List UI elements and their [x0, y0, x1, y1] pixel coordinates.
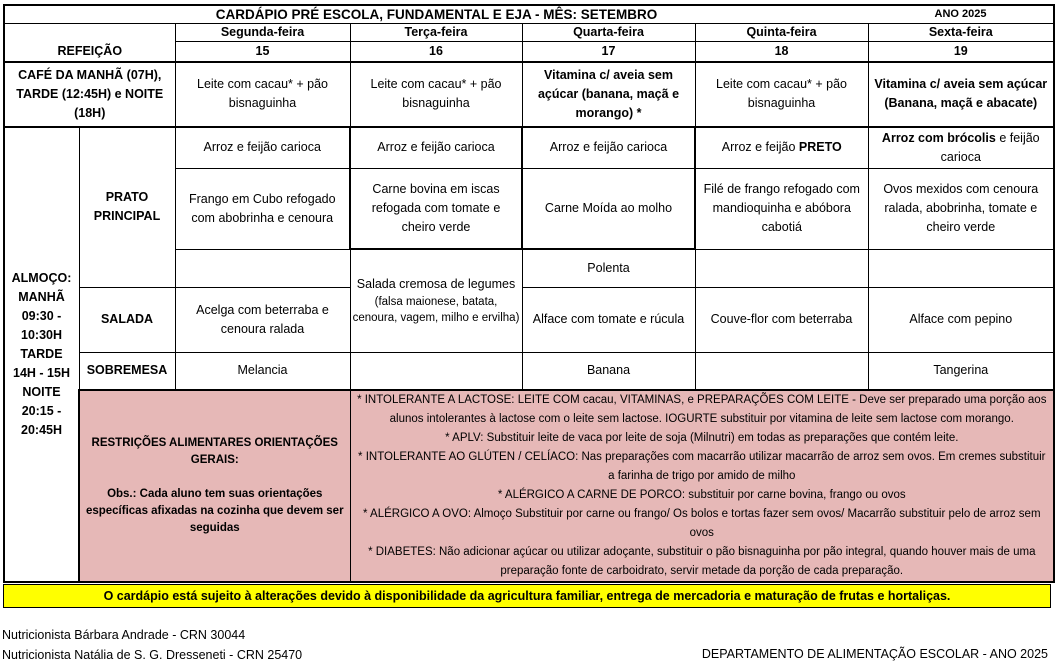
almoco-line: 20:15 - [21, 403, 62, 418]
salada-cremosa-title: Salada cremosa de legumes [356, 277, 516, 292]
menu-title: CARDÁPIO PRÉ ESCOLA, FUNDAMENTAL E EJA - MÊS: SETEMBRO [4, 5, 868, 24]
day-name-fri: Sexta-feira [868, 24, 1054, 42]
arroz-mon: Arroz e feijão carioca [175, 127, 350, 169]
cafe-label: CAFÉ DA MANHÃ (07H), TARDE (12:45H) e NOITE (18H) [4, 62, 175, 127]
restricoes-content [350, 390, 1054, 582]
arroz-fri-text: e feijão carioca [940, 130, 1040, 164]
day-name-wed: Quarta-feira [522, 24, 695, 42]
notice-banner: O cardápio está sujeito à alterações devido à disponibilidade da agricultura familiar, entrega de mercadoria e maturação de frutas e hortaliças. [3, 584, 1051, 608]
cafe-fri: Vitamina c/ aveia sem açúcar (Banana, maçã e abacate) [868, 62, 1054, 127]
day-date-thu: 18 [695, 42, 868, 62]
cafe-wed: Vitamina c/ aveia sem açúcar (banana, maçã e morango) * [522, 62, 695, 127]
restricoes-label [79, 390, 350, 582]
salada-wed: Alface com tomate e rúcula [522, 287, 695, 352]
almoco-line: 20:45H [21, 422, 62, 437]
almoco-line: MANHÃ [18, 289, 65, 304]
arroz-thu-bold: PRETO [798, 140, 842, 154]
cafe-thu: Leite com cacau* + pão bisnaguinha [695, 62, 868, 127]
prato-wed: Carne Moída ao molho [522, 168, 695, 249]
almoco-line: 09:30 - [21, 308, 62, 323]
menu-year: ANO 2025 [868, 5, 1054, 24]
extra-thu [695, 249, 868, 287]
corner-blank [4, 24, 175, 42]
restricao-item: * INTOLERANTE A LACTOSE: LEITE COM cacau, VITAMINAS, e PREPARAÇÕES COM LEITE - Deve ser preparado uma porção aos alunos intolerantes à lactose com o leite sem lactose. IOGURTE substituir por vitamina de leite sem lactose com morango. [357, 394, 1047, 425]
day-name-tue: Terça-feira [350, 24, 522, 42]
restricoes-spacer [84, 469, 346, 486]
extra-fri [868, 249, 1054, 287]
restricao-item: * ALÉRGICO A CARNE DE PORCO: substituir por carne bovina, frango ou ovos [497, 489, 906, 501]
arroz-thu-text: Arroz e feijão [721, 140, 799, 154]
salada-mon: Acelga com beterraba e cenoura ralada [175, 287, 350, 352]
sobremesa-label: SOBREMESA [79, 352, 175, 390]
prato-mon: Frango em Cubo refogado com abobrinha e cenoura [175, 168, 350, 249]
refeicao-label: REFEIÇÃO [4, 42, 175, 62]
restricao-item: * APLV: Substituir leite de vaca por leite de soja (Milnutri) em todas as preparações que contém leite. [445, 432, 959, 444]
sobremesa-tue [350, 352, 522, 390]
restricao-item: * DIABETES: Não adicionar açúcar ou utilizar adoçante, substituir o pão bisnaguinha por pão integral, quando houver mais de uma preparação fonte de carboidrato, servir metade da porção de cada preparação. [368, 546, 1036, 577]
restricao-item: * ALÉRGICO A OVO: Almoço Substituir por carne ou frango/ Os bolos e tortas fazer sem ovos/ Macarrão substituir pelo de arroz sem ovos [363, 508, 1041, 539]
arroz-thu [695, 127, 868, 169]
arroz-fri-bold: Arroz com brócolis [881, 130, 996, 145]
sobremesa-mon: Melancia [175, 352, 350, 390]
restricao-item: * INTOLERANTE AO GLÚTEN / CELÍACO: Nas preparações com macarrão utilizar macarrão de arroz sem ovos. Em cremes substituir a farinha de trigo por amido de milho [358, 451, 1046, 482]
day-name-thu: Quinta-feira [695, 24, 868, 42]
sobremesa-thu [695, 352, 868, 390]
prato-fri: Ovos mexidos com cenoura ralada, abobrinha, tomate e cheiro verde [868, 168, 1054, 249]
salada-thu: Couve-flor com beterraba [695, 287, 868, 352]
day-date-mon: 15 [175, 42, 350, 62]
restricoes-obs: Obs.: Cada aluno tem suas orientações específicas afixadas na cozinha que devem ser seguidas [85, 488, 344, 534]
almoco-line: NOITE [22, 384, 61, 399]
cafe-tue: Leite com cacau* + pão bisnaguinha [350, 62, 522, 127]
cafe-mon: Leite com cacau* + pão bisnaguinha [175, 62, 350, 127]
menu-table [3, 4, 1055, 583]
nutritionist-2: Nutricionista Natália de S. G. Dresseneti - CRN 25470 [2, 648, 303, 662]
department-label: DEPARTAMENTO DE ALIMENTAÇÃO ESCOLAR - ANO 2025 [701, 647, 1048, 661]
almoco-label [4, 127, 79, 583]
almoco-line: ALMOÇO: [11, 270, 72, 285]
extra-tue [350, 249, 522, 352]
extra-wed: Polenta [522, 249, 695, 287]
almoco-line: TARDE [20, 346, 63, 361]
arroz-tue: Arroz e feijão carioca [350, 127, 522, 169]
day-name-mon: Segunda-feira [175, 24, 350, 42]
prato-principal-line: PRATO [105, 190, 149, 204]
day-date-fri: 19 [868, 42, 1054, 62]
prato-tue: Carne bovina em iscas refogada com tomate e cheiro verde [350, 168, 522, 249]
arroz-wed: Arroz e feijão carioca [522, 127, 695, 169]
day-date-wed: 17 [522, 42, 695, 62]
day-date-tue: 16 [350, 42, 522, 62]
arroz-fri [868, 127, 1054, 169]
salada-fri: Alface com pepino [868, 287, 1054, 352]
almoco-line: 14H - 15H [13, 365, 70, 380]
sobremesa-wed: Banana [522, 352, 695, 390]
sobremesa-fri: Tangerina [868, 352, 1054, 390]
almoco-line: 10:30H [21, 327, 62, 342]
prato-thu: Filé de frango refogado com mandioquinha e abóbora cabotiá [695, 168, 868, 249]
salada-cremosa-detail: (falsa maionese, batata, cenoura, vagem, milho e ervilha) [352, 296, 520, 325]
nutritionist-1: Nutricionista Bárbara Andrade - CRN 30044 [2, 628, 246, 642]
salada-label: SALADA [79, 287, 175, 352]
prato-principal-line: PRINCIPAL [93, 209, 161, 223]
prato-principal-label [79, 127, 175, 288]
restricoes-title: RESTRIÇÕES ALIMENTARES ORIENTAÇÕES GERAIS: [91, 437, 338, 466]
extra-mon [175, 249, 350, 287]
